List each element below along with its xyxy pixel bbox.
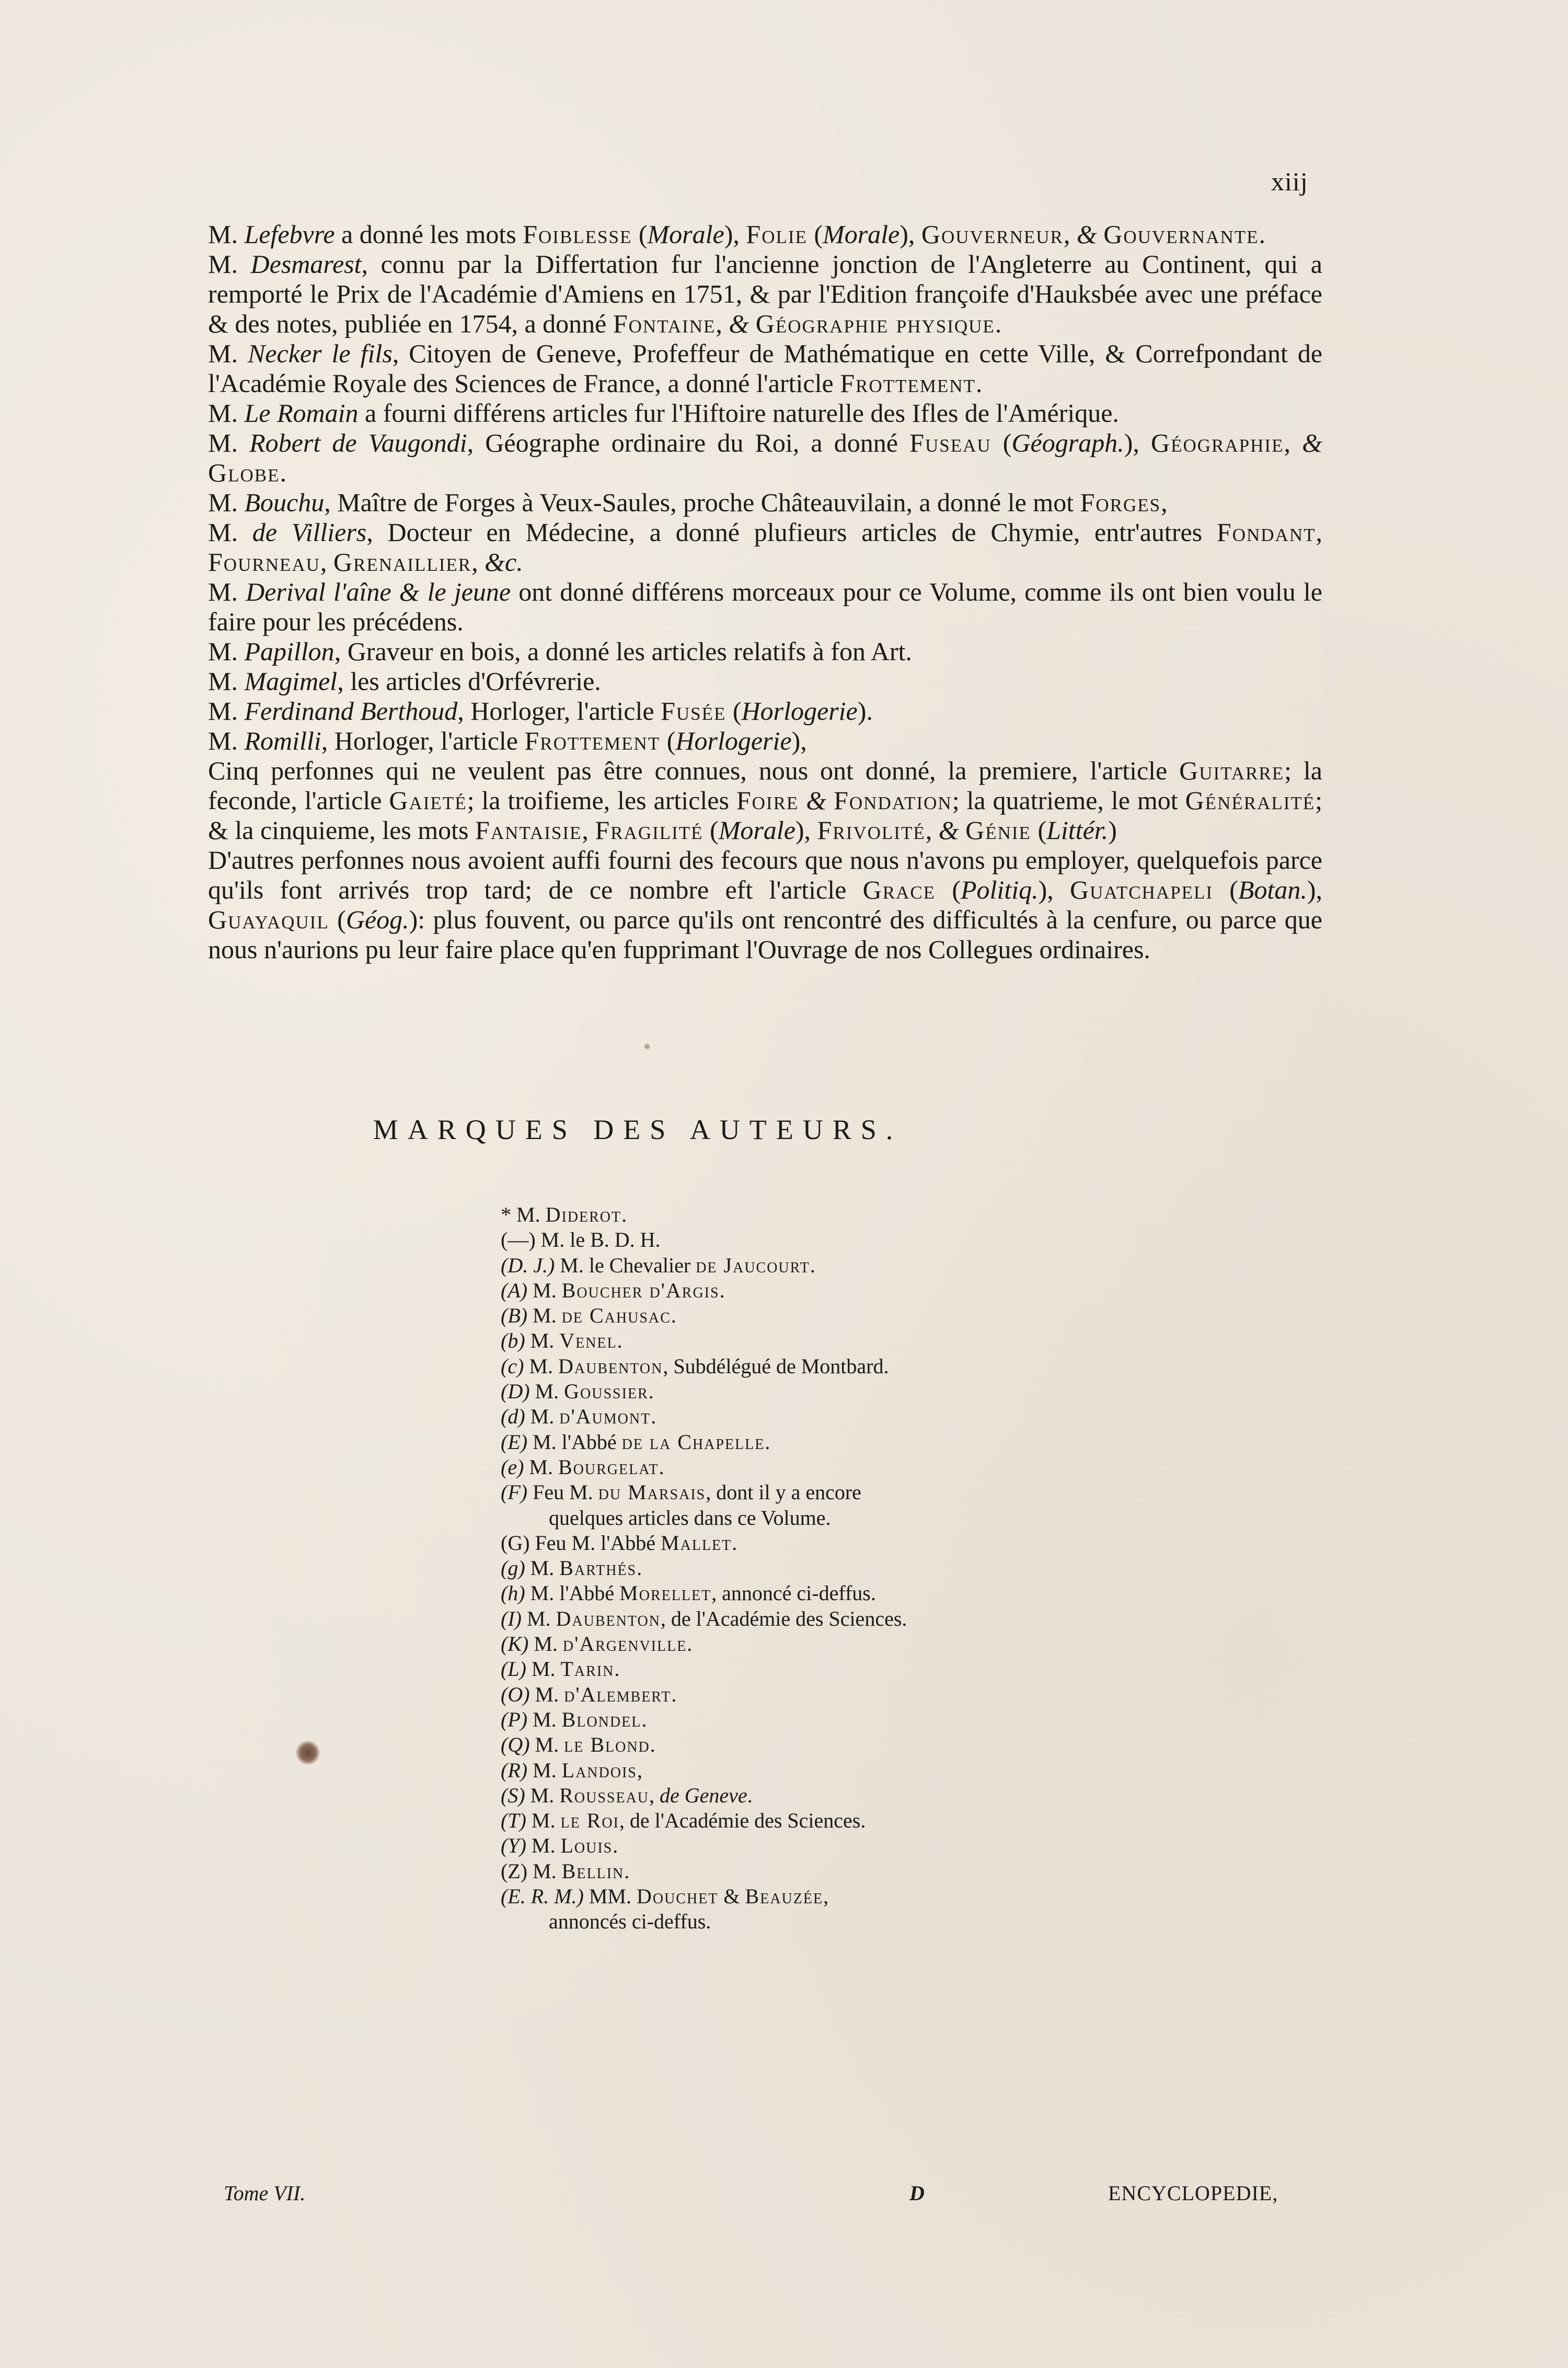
article-title: Gouvernante [1103, 220, 1259, 249]
article-title: Forges [1080, 488, 1161, 517]
author-marks-list [501, 1202, 1128, 1935]
text-run: M. [208, 666, 245, 696]
article-title: Guayaquil [208, 905, 329, 934]
text-run: ), [1124, 428, 1151, 457]
text-run: . [651, 1405, 656, 1429]
text-run: Cinq perfonnes qui ne veulent pas être connues, nous ont donné, la premiere, l'article [208, 756, 1180, 785]
text-run: ( [991, 428, 1012, 457]
text-run: , [1063, 220, 1077, 249]
text-run: , Horloger, l'article [457, 696, 661, 726]
text-run: . [810, 1253, 815, 1277]
author-mark-row [501, 1682, 1128, 1707]
text-run: a donné les mots [335, 220, 523, 249]
paragraph [208, 488, 1322, 518]
author-symbol: (e) [501, 1455, 524, 1479]
author-mark-row [501, 1732, 1128, 1757]
text-run: , [582, 815, 595, 845]
text-run: M. [208, 220, 245, 249]
text-run: . [747, 1783, 753, 1807]
italic-text: Papillon [244, 637, 335, 666]
article-title: Généralité [1185, 786, 1316, 815]
article-title: Fragilité [595, 815, 704, 845]
author-mark-row [501, 1379, 1128, 1404]
article-title: Barthés [559, 1556, 637, 1580]
paragraph [208, 696, 1322, 726]
author-mark-continuation [501, 1505, 1128, 1531]
article-title: Foire [736, 786, 799, 815]
author-symbol: (g) [501, 1556, 525, 1580]
text-run: . [280, 458, 286, 487]
text-run: . [621, 1203, 627, 1226]
text-run: . [617, 1329, 622, 1353]
footer-catchword: ENCYCLOPEDIE, [1108, 2181, 1278, 2205]
article-title: Frivolité [817, 815, 926, 845]
author-mark-row [501, 1556, 1128, 1581]
article-title: d'Aumont [559, 1405, 651, 1429]
italic-text: & [806, 786, 827, 815]
italic-text: de Villiers [252, 518, 367, 547]
author-symbol: (G) [501, 1531, 530, 1555]
article-title: de Cahusac [561, 1304, 671, 1328]
italic-text: Politiq. [961, 875, 1039, 904]
foxing-stain-small [644, 1043, 650, 1050]
article-title: du Marsais [598, 1480, 706, 1504]
paragraph [208, 845, 1322, 964]
text-run: M. [208, 726, 245, 755]
article-title: Goussier [564, 1380, 649, 1404]
text-run: . [624, 1859, 630, 1883]
text-run [749, 309, 756, 338]
text-run: M. [516, 1203, 546, 1226]
continuation-text: quelques articles dans ce Volume. [549, 1505, 831, 1530]
author-symbol: (O) [501, 1682, 530, 1706]
article-title: le Blond [564, 1733, 650, 1757]
text-run: , [1316, 518, 1322, 547]
text-run: . [687, 1632, 693, 1656]
author-mark-row [501, 1227, 1128, 1252]
text-run: M. [208, 249, 251, 279]
author-symbol: (Y) [501, 1834, 526, 1858]
author-symbol: (P) [501, 1707, 528, 1731]
paragraph [208, 726, 1322, 756]
author-mark-row [501, 1404, 1128, 1429]
article-title: de Jaucourt [696, 1253, 810, 1277]
author-symbol: (A) [501, 1278, 528, 1302]
text-run: M. [531, 1809, 561, 1833]
author-mark-row [501, 1455, 1128, 1480]
article-title: Gouverneur [921, 220, 1064, 249]
text-run: M. [535, 1733, 564, 1757]
author-symbol: (S) [501, 1783, 525, 1807]
text-run: ), [900, 220, 921, 249]
text-run: , dont il y a encore [706, 1480, 861, 1504]
text-run: ) [1108, 815, 1117, 845]
author-mark-row [501, 1606, 1128, 1631]
author-mark-row [501, 1354, 1128, 1379]
text-run: ( [807, 220, 823, 249]
text-run: , annoncé ci-deffus. [711, 1581, 876, 1605]
text-run [959, 815, 966, 845]
italic-text: & [729, 309, 750, 338]
text-run [799, 786, 806, 815]
text-run: . [995, 309, 1002, 338]
author-mark-row [501, 1253, 1128, 1278]
italic-text: Necker le fils [247, 339, 393, 368]
text-run: M. [208, 696, 245, 726]
text-run: ( [1213, 875, 1238, 904]
italic-text: Morale [823, 220, 900, 249]
text-run: M. [530, 1405, 560, 1429]
paragraph [208, 249, 1322, 339]
italic-text: Littér. [1046, 815, 1109, 845]
article-title: Fondant [1216, 518, 1316, 547]
text-run: M. l'Abbé [533, 1430, 622, 1454]
text-run: M. l'Abbé [530, 1581, 620, 1605]
article-title: Diderot [545, 1203, 622, 1226]
article-title: Mallet [661, 1531, 732, 1555]
text-run: M. [208, 518, 252, 547]
text-run: M. [529, 1354, 558, 1378]
text-run: ( [703, 815, 719, 845]
text-run: , Citoyen de Geneve, Profeffeur de Mathématique en cette Ville, & Correfpondant de l'Académie Royale des Sciences de France, a donné l'article [208, 339, 1323, 398]
text-run: M. [530, 1329, 560, 1353]
article-title: Douchet [636, 1884, 719, 1909]
article-title: Frottement [524, 726, 661, 755]
italic-text: Géog. [345, 905, 409, 934]
footer-signature: D [909, 2181, 925, 2205]
contributors-text [208, 220, 1322, 964]
paragraph [208, 577, 1322, 637]
foxing-stain [296, 1741, 320, 1765]
article-title: Géographie [1151, 428, 1284, 457]
text-run: M. [530, 1783, 560, 1807]
author-mark-continuation [501, 1909, 1128, 1934]
text-run: M. le B. D. H. [540, 1228, 661, 1252]
author-mark-row [501, 1581, 1128, 1606]
article-title: Beauzée [745, 1884, 824, 1909]
text-run: , [637, 1758, 642, 1782]
author-symbol: (K) [501, 1632, 529, 1656]
article-title: Folie [746, 220, 808, 249]
author-symbol: (—) [501, 1228, 536, 1252]
text-run: M. [529, 1455, 558, 1479]
italic-text: Lefebvre [244, 220, 335, 249]
article-title: Guitarre [1179, 756, 1285, 785]
article-title: Rousseau [559, 1783, 650, 1807]
text-run: . [637, 1556, 642, 1580]
text-run [826, 786, 834, 815]
author-symbol: (d) [501, 1405, 525, 1429]
author-symbol: (I) [501, 1606, 522, 1630]
section-heading [0, 1113, 1568, 1146]
text-run: M. [533, 1707, 562, 1731]
author-mark-row [501, 1480, 1128, 1505]
text-run: , [649, 1783, 660, 1807]
text-run: . [671, 1682, 677, 1706]
article-title: Fuseau [909, 428, 991, 457]
text-run: ; la quatrieme, le mot [952, 786, 1185, 815]
author-mark-row [501, 1657, 1128, 1682]
text-run: M. [533, 1278, 562, 1302]
author-mark-row [501, 1430, 1128, 1455]
text-run: ; la feconde, l'article [208, 756, 1322, 815]
text-run: ( [1031, 815, 1047, 845]
text-run: , [320, 547, 333, 577]
paragraph [208, 637, 1322, 666]
article-title: de la Chapelle [621, 1430, 765, 1454]
heading-text: MARQUES DES AUTEURS. [373, 1114, 903, 1145]
italic-text: Derival l'aîne & le jeune [246, 577, 511, 606]
text-run: M. [535, 1682, 564, 1706]
text-run: , Subdélégué de Montbard. [663, 1354, 889, 1378]
paragraph [208, 518, 1322, 577]
page-number: xiij [1271, 167, 1308, 196]
paragraph [208, 756, 1322, 845]
author-symbol: * [501, 1203, 511, 1226]
text-run: M. [208, 339, 248, 368]
article-title: Louis [560, 1834, 613, 1858]
text-run: , les articles d'Orfévrerie. [337, 666, 601, 696]
italic-text: & [938, 815, 959, 845]
text-run: M. [208, 428, 250, 457]
paragraph [208, 339, 1322, 398]
text-run: & [718, 1884, 745, 1909]
article-title: Gaieté [389, 786, 467, 815]
author-mark-row [501, 1758, 1128, 1783]
text-run: MM. [589, 1884, 637, 1909]
author-mark-row [501, 1833, 1128, 1858]
article-title: Fondation [834, 786, 952, 815]
article-title: d'Alembert [564, 1682, 672, 1706]
text-run: ( [726, 696, 742, 726]
author-mark-row [501, 1531, 1128, 1556]
text-run: ), [791, 726, 807, 755]
text-run: . [613, 1834, 618, 1858]
text-run: M. [531, 1657, 561, 1681]
italic-text: Desmarest [250, 249, 362, 279]
article-title: Foiblesse [523, 220, 632, 249]
article-title: le Roi [560, 1809, 619, 1833]
article-title: Bourgelat [558, 1455, 659, 1479]
text-run: , de l'Académie des Sciences. [619, 1809, 866, 1833]
text-run: , [925, 815, 939, 845]
text-run: M. [526, 1606, 556, 1630]
article-title: Globe [208, 458, 280, 487]
text-run: M. [534, 1632, 563, 1656]
text-run: . [671, 1304, 676, 1328]
article-title: Blondel [561, 1707, 642, 1731]
text-run: M. [208, 637, 245, 666]
author-mark-row [501, 1631, 1128, 1657]
article-title: Génie [965, 815, 1031, 845]
article-title: Géographie physique [755, 309, 995, 338]
text-run: . [614, 1657, 620, 1681]
italic-text: Robert de Vaugondi [249, 428, 467, 457]
article-title: Guatchapeli [1070, 875, 1213, 904]
author-symbol: (R) [501, 1758, 528, 1782]
text-run: ( [632, 220, 648, 249]
text-run: ). [857, 696, 873, 726]
article-title: Landois [561, 1758, 637, 1782]
text-run: M. [533, 1304, 562, 1328]
italic-text: Botan. [1238, 875, 1307, 904]
text-run: ; la troifieme, les articles [467, 786, 736, 815]
article-title: Frottement [840, 369, 976, 398]
article-title: Fantaisie [475, 815, 582, 845]
text-run: M. le Chevalier [560, 1253, 696, 1277]
italic-text: Horlogerie [675, 726, 792, 755]
italic-text: Horlogerie [741, 696, 858, 726]
text-run: . [659, 1455, 664, 1479]
text-run: M. [208, 577, 246, 606]
italic-text: Le Romain [244, 398, 359, 428]
text-run: , Graveur en bois, a donné les articles relatifs à fon Art. [334, 637, 912, 666]
text-run: a fourni différens articles fur l'Hiftoire naturelle des Ifles de l'Amérique. [358, 398, 1119, 428]
author-mark-row [501, 1328, 1128, 1353]
article-title: Grace [862, 875, 936, 904]
author-symbol: (E) [501, 1430, 528, 1454]
text-run: . [648, 1380, 654, 1404]
text-run: . [732, 1531, 737, 1555]
article-title: d'Argenville [562, 1632, 687, 1656]
text-run: ), [795, 815, 817, 845]
text-run: , Horloger, l'article [321, 726, 525, 755]
article-title: Bellin [561, 1859, 625, 1883]
text-run: , Géographe ordinaire du Roi, a donné [467, 428, 910, 457]
author-mark-row [501, 1303, 1128, 1328]
text-run: D'autres perfonnes nous avoient auffi fourni des fecours que nous n'avons pu employer, quelquefois parce qu'ils font arrivés trop tard; de ce nombre eft l'article [208, 845, 1322, 904]
text-run: ), [724, 220, 746, 249]
text-run: , de l'Académie des Sciences. [660, 1606, 907, 1630]
text-run: . [975, 369, 983, 398]
italic-text: & [1076, 220, 1097, 249]
text-run: . [1259, 220, 1265, 249]
article-title: Daubenton [558, 1354, 663, 1378]
italic-text: Magimel [244, 666, 338, 696]
paragraph [208, 666, 1322, 696]
text-run: , Maître de Forges à Veux-Saules, proche Châteauvilain, a donné le mot [324, 488, 1080, 517]
text-run: , [823, 1884, 829, 1909]
italic-text: & [1302, 428, 1323, 457]
author-symbol: (c) [501, 1354, 524, 1378]
text-run: Feu M. l'Abbé [535, 1531, 661, 1555]
author-symbol: (B) [501, 1304, 528, 1328]
author-symbol: (D) [501, 1380, 530, 1404]
paragraph [208, 398, 1322, 428]
author-mark-row [501, 1202, 1128, 1227]
article-title: Venel [559, 1329, 617, 1353]
paragraph [208, 220, 1322, 249]
text-run: . [650, 1733, 655, 1757]
italic-text: &c. [485, 547, 523, 577]
text-run: , [1161, 488, 1168, 517]
author-mark-row [501, 1707, 1128, 1732]
text-run: Feu M. [533, 1480, 598, 1504]
article-title: Fusée [661, 696, 727, 726]
author-mark-row [501, 1884, 1128, 1909]
text-run [1097, 220, 1104, 249]
author-symbol: (D. J.) [501, 1253, 555, 1277]
author-symbol: (F) [501, 1480, 528, 1504]
text-run: M. [533, 1758, 562, 1782]
text-run: M. [208, 398, 245, 428]
italic-text: de Geneve [660, 1783, 747, 1807]
footer-volume: Tome VII. [224, 2181, 306, 2205]
author-symbol: (b) [501, 1329, 525, 1353]
italic-text: Romilli [244, 726, 321, 755]
text-run: ): plus fouvent, ou parce qu'ils ont rencontré des difficultés à la cenfure, ou parce que nous n'aurions pu leur faire place qu'en fupprimant l'Ouvrage de nos Collegues ordinaires. [208, 905, 1322, 964]
text-run: M. [535, 1380, 564, 1404]
paragraph [208, 428, 1322, 488]
text-run: M. [533, 1859, 562, 1883]
article-title: Fourneau [208, 547, 320, 577]
text-run: ; & la cinquieme, les mots [208, 786, 1323, 845]
author-symbol: (Z) [501, 1859, 528, 1883]
text-run: , Docteur en Médecine, a donné plufieurs articles de Chymie, entr'autres [366, 518, 1217, 547]
author-mark-row [501, 1278, 1128, 1303]
author-mark-row [501, 1859, 1128, 1884]
text-run: , [716, 309, 729, 338]
article-title: Tarin [560, 1657, 615, 1681]
text-run: ( [329, 905, 346, 934]
text-run: ( [660, 726, 676, 755]
article-title: Daubenton [556, 1606, 661, 1630]
text-run: ( [936, 875, 961, 904]
article-title: Fontaine [613, 309, 716, 338]
article-title: Grenaillier [333, 547, 472, 577]
text-run: ), [1038, 875, 1070, 904]
text-run: M. [531, 1834, 561, 1858]
italic-text: Ferdinand Berthoud [244, 696, 458, 726]
text-run: . [641, 1707, 647, 1731]
text-run: . [765, 1430, 770, 1454]
italic-text: Morale [718, 815, 795, 845]
author-symbol: (E. R. M.) [501, 1884, 584, 1909]
text-run: , [1284, 428, 1302, 457]
text-run: . [719, 1278, 725, 1302]
text-run: , [471, 547, 485, 577]
italic-text: Géograph. [1011, 428, 1124, 457]
text-run: M. [530, 1556, 560, 1580]
author-symbol: (Q) [501, 1733, 530, 1757]
author-symbol: (h) [501, 1581, 525, 1605]
text-run: , connu par la Differtation fur l'ancienne jonction de l'Angleterre au Continent, qui a remporté le Prix de l'Académie d'Amiens en 1751, & par l'Edition françoife d'Hauksbée avec une préface & des notes, publiée en 1754, a donné [208, 249, 1322, 338]
text-run: ), [1307, 875, 1323, 904]
article-title: Boucher d'Argis [561, 1278, 720, 1302]
continuation-text: annoncés ci-deffus. [549, 1910, 711, 1934]
author-symbol: (L) [501, 1657, 526, 1681]
italic-text: Bouchu [244, 488, 325, 517]
text-run: M. [208, 488, 245, 517]
author-symbol: (T) [501, 1809, 526, 1833]
author-mark-row [501, 1783, 1128, 1808]
article-title: Morellet [619, 1581, 712, 1605]
author-mark-row [501, 1808, 1128, 1833]
italic-text: Morale [647, 220, 724, 249]
text-run: ont donné différens morceaux pour ce Volume, comme ils ont bien voulu le faire pour les précédens. [208, 577, 1322, 636]
